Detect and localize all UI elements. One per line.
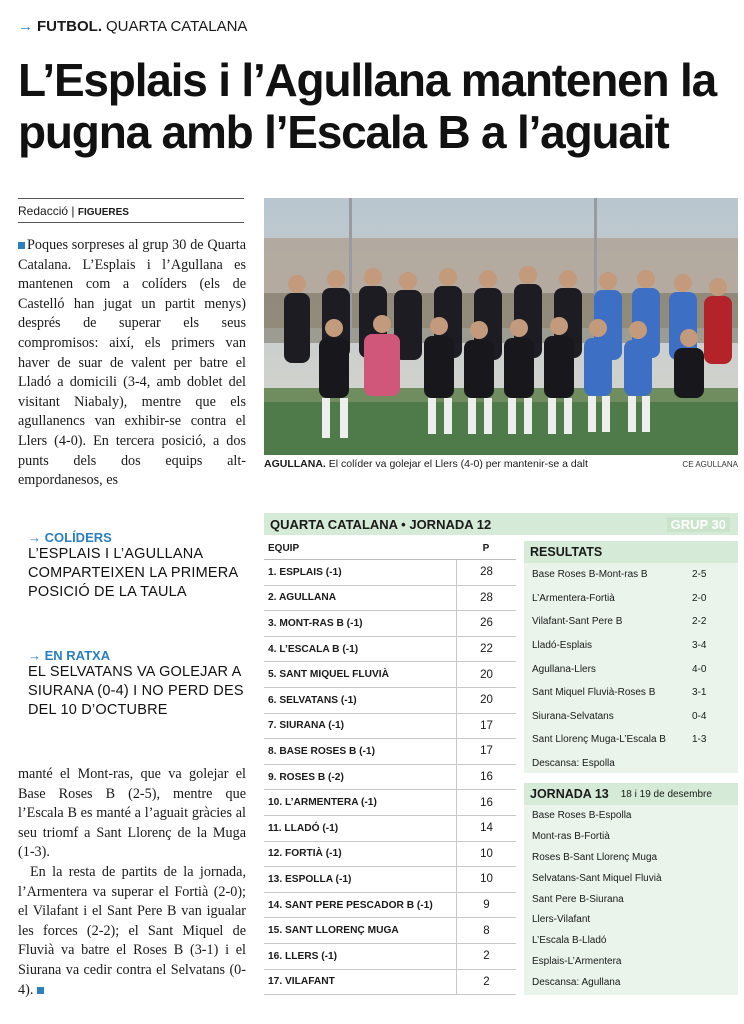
standings-row <box>264 714 516 740</box>
arrow-right-icon: → <box>18 18 33 35</box>
result-row <box>524 728 738 752</box>
highlight-coliders <box>28 530 248 602</box>
photo-credit: CE AGULLANA <box>682 460 738 469</box>
team-name: 16. LLERS (-1) <box>268 950 338 962</box>
result-match: Base Roses B-Mont-ras B <box>532 569 648 581</box>
standings-row <box>264 893 516 919</box>
standings-row <box>264 611 516 637</box>
result-row <box>524 587 738 611</box>
next-round-date: 18 i 19 de desembre <box>620 788 712 800</box>
result-row <box>524 610 738 634</box>
result-match: Vilafant-Sant Pere B <box>532 616 623 628</box>
league-table-header <box>264 513 738 535</box>
subsection-label: QUARTA CATALANA <box>106 18 248 35</box>
team-name: 2. AGULLANA <box>268 592 337 604</box>
team-points: 14 <box>456 816 516 841</box>
next-round-title: JORNADA 13 <box>530 787 609 801</box>
result-row <box>524 657 738 681</box>
result-score: 0-4 <box>692 710 707 722</box>
arrow-right-icon: → <box>28 648 41 663</box>
standings-row <box>264 790 516 816</box>
standings-row <box>264 765 516 791</box>
result-row <box>524 705 738 729</box>
section-kicker <box>18 18 247 35</box>
standings-row <box>264 944 516 970</box>
standings-row <box>264 816 516 842</box>
team-points: 26 <box>456 611 516 636</box>
result-score: 2-0 <box>692 592 707 604</box>
team-name: 15. SANT LLORENÇ MUGA <box>268 925 399 937</box>
team-points: 20 <box>456 662 516 687</box>
byline-place: FIGUERES <box>77 207 129 218</box>
caption-lead: AGULLANA. <box>264 458 326 470</box>
team-name: 11. LLADÓ (-1) <box>268 822 339 834</box>
caption-text: El colíder va golejar el Llers (4-0) per mantenir-se a dalt <box>328 458 588 470</box>
result-match: Descansa: Espolla <box>532 758 615 770</box>
result-match: Siurana-Selvatans <box>532 710 614 722</box>
byline-author: Redacció <box>18 204 69 218</box>
fixture-row: Base Roses B-Espolla <box>532 809 632 821</box>
team-points: 16 <box>456 765 516 790</box>
article-body-part2 <box>18 765 246 1000</box>
team-points: 10 <box>456 842 516 867</box>
standings-row <box>264 560 516 586</box>
team-name: 3. MONT-RAS B (-1) <box>268 617 363 629</box>
fixture-row: L’Escala B-Lladó <box>532 935 607 947</box>
team-name: 4. L’ESCALA B (-1) <box>268 643 359 655</box>
team-name: 1. ESPLAIS (-1) <box>268 566 342 578</box>
team-name: 8. BASE ROSES B (-1) <box>268 745 375 757</box>
team-points: 22 <box>456 637 516 662</box>
square-bullet-icon <box>18 242 25 249</box>
team-name: 17. VILAFANT <box>268 976 335 988</box>
highlight-title: COLÍDERS <box>44 530 112 545</box>
result-match: Sant Miquel Fluvià-Roses B <box>532 687 656 699</box>
section-label: FUTBOL. <box>37 18 102 35</box>
fixture-row: Esplais-L’Armentera <box>532 956 622 968</box>
highlight-en-ratxa <box>28 648 248 720</box>
team-points: 20 <box>456 688 516 713</box>
team-points: 10 <box>456 867 516 892</box>
photo-caption <box>264 458 738 470</box>
body-paragraph-1: Poques sorpreses al grup 30 de Quarta Catalana. L’Esplais i l’Agullana es mantenen com a colíders (els de Castelló han jugat un partit menys) després de superar els seus compromisos: així, els primers van haver de suar de valent per batre el Lladó a domicili (3-4, amb doblet del visitant Niabaly), mentre que els agullanencs van exhibir-se contra el Llers (4-0). En tercera posició, a dos punts dels dos equips alt-empordanesos, es <box>18 237 246 489</box>
article-headline: L’Esplais i l’Agullana mantenen la pugna amb l’Escala B a l’aguait <box>18 54 716 158</box>
end-square-icon <box>37 987 44 994</box>
team-name: 14. SANT PERE PESCADOR B (-1) <box>268 899 433 911</box>
col-points-header: P <box>482 543 490 554</box>
next-round-panel <box>524 783 738 995</box>
highlight-text: EL SELVATANS VA GOLEJAR A SIURANA (0-4) I NO PERD DES DEL 10 D’OCTUBRE <box>28 664 244 718</box>
result-row <box>524 752 738 776</box>
team-name: 10. L’ARMENTERA (-1) <box>268 797 377 809</box>
standings-row <box>264 867 516 893</box>
standings-row <box>264 918 516 944</box>
result-score: 2-5 <box>692 569 707 581</box>
result-score: 3-4 <box>692 640 707 652</box>
team-points: 17 <box>456 739 516 764</box>
fixture-row: Selvatans-Sant Miquel Fluvià <box>532 872 662 884</box>
result-score: 4-0 <box>692 663 707 675</box>
results-title: RESULTATS <box>524 541 738 563</box>
fixture-row: Roses B-Sant Llorenç Muga <box>532 851 658 863</box>
league-title: QUARTA CATALANA • JORNADA 12 <box>270 516 492 532</box>
team-name: 9. ROSES B (-2) <box>268 771 344 783</box>
body-paragraph-2: manté el Mont-ras, que va golejar el Base Roses B (2-5), mentre que l’Escala B es manté a l’aguait gràcies al seu triomf a Sant Llorenç de la Muga (1-3). <box>18 766 246 861</box>
result-score: 2-2 <box>692 616 707 628</box>
standings-table <box>264 538 516 995</box>
result-row <box>524 634 738 658</box>
col-team-header: EQUIP <box>268 543 300 554</box>
standings-row <box>264 586 516 612</box>
standings-row <box>264 739 516 765</box>
standings-row <box>264 970 516 996</box>
fixture-row: Mont-ras B-Fortià <box>532 830 610 842</box>
team-name: 12. FORTIÀ (-1) <box>268 848 342 860</box>
highlight-title: EN RATXA <box>44 648 111 663</box>
team-points: 8 <box>456 918 516 943</box>
byline-separator: | <box>71 204 75 218</box>
fixture-row: Sant Pere B-Siurana <box>532 893 624 905</box>
results-panel <box>524 541 738 773</box>
team-points: 2 <box>456 970 516 995</box>
team-points: 17 <box>456 714 516 739</box>
result-row <box>524 563 738 587</box>
team-name: 6. SELVATANS (-1) <box>268 694 357 706</box>
team-name: 5. SANT MIQUEL FLUVIÀ <box>268 669 389 681</box>
team-points: 2 <box>456 944 516 969</box>
team-points: 28 <box>456 586 516 611</box>
fixture-row: Llers-Vilafant <box>532 914 591 926</box>
result-match: Agullana-Llers <box>532 663 596 675</box>
result-match: L’Armentera-Fortià <box>532 592 615 604</box>
arrow-right-icon: → <box>28 530 41 545</box>
result-score: 1-3 <box>692 734 707 746</box>
byline <box>18 198 244 223</box>
team-points: 16 <box>456 790 516 815</box>
standings-header-row <box>264 538 516 560</box>
team-name: 13. ESPOLLA (-1) <box>268 873 352 885</box>
team-photo <box>264 198 738 455</box>
team-points: 9 <box>456 893 516 918</box>
team-points: 28 <box>456 560 516 585</box>
result-score: 3-1 <box>692 687 707 699</box>
body-paragraph-3: En la resta de partits de la jornada, l’Armentera va superar el Fortià (2-0); el Vilafant i el Sant Pere B van igualar les forces (2-2); el Sant Miquel de Fluvià va batre el Roses B (3-1) i el Siurana va cedir contra el Selvatans (0-4). <box>18 863 246 998</box>
article-body-part1 <box>18 236 246 494</box>
result-row <box>524 681 738 705</box>
standings-row <box>264 662 516 688</box>
standings-row <box>264 688 516 714</box>
highlight-text: L’ESPLAIS I L’AGULLANA COMPARTEIXEN LA PRIMERA POSICIÓ DE LA TAULA <box>28 546 238 600</box>
result-match: Lladó-Esplais <box>532 640 593 652</box>
fixture-row: Descansa: Agullana <box>532 977 621 989</box>
standings-row <box>264 842 516 868</box>
team-name: 7. SIURANA (-1) <box>268 720 345 732</box>
result-match: Sant Llorenç Muga-L’Escala B <box>532 734 666 746</box>
group-label: GRUP 30 <box>667 517 730 532</box>
standings-row <box>264 637 516 663</box>
